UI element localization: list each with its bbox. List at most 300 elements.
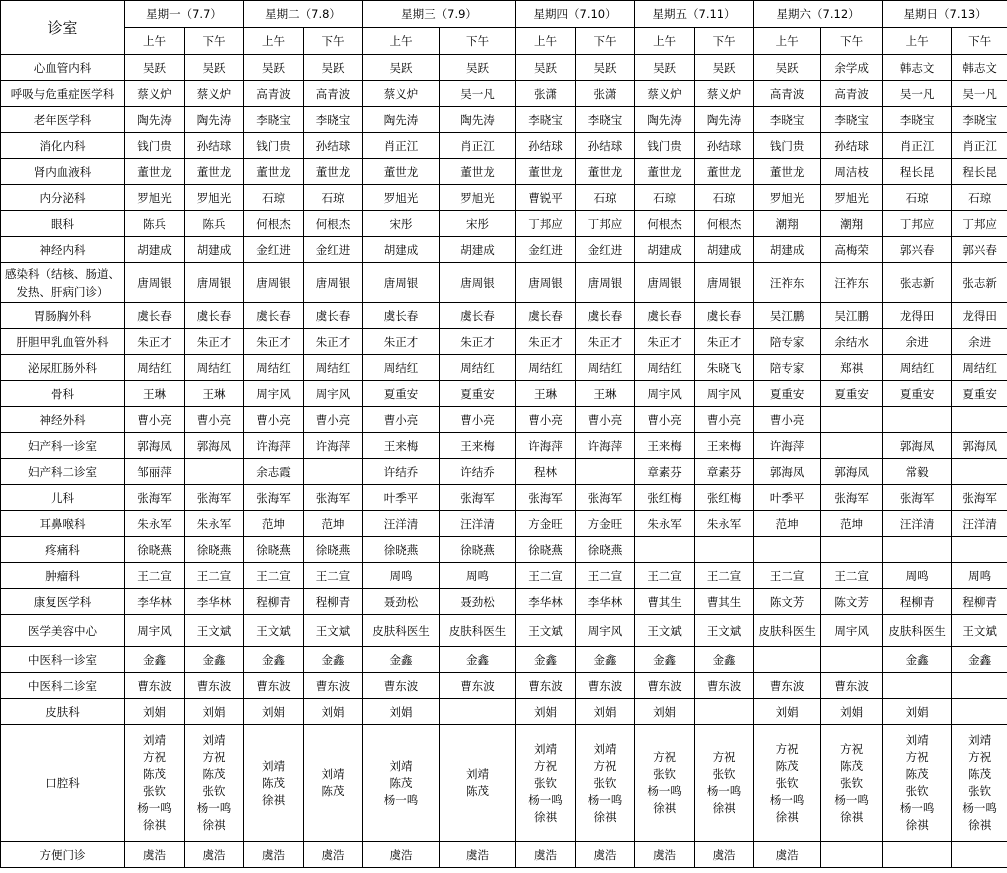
table-row xyxy=(1,433,1007,459)
doctor-cell: 程柳青 xyxy=(952,589,1007,615)
doctor-cell: 石琼 xyxy=(304,185,363,211)
doctor-cell: 虞浩 xyxy=(516,842,576,868)
doctor-cell: 郭海凤 xyxy=(952,433,1007,459)
doctor-cell: 王来梅 xyxy=(635,433,695,459)
doctor-cell: 刘娟 xyxy=(304,699,363,725)
doctor-cell: 金鑫 xyxy=(952,647,1007,673)
doctor-cell: 余学成 xyxy=(821,55,883,81)
doctor-cell: 曹锐平 xyxy=(516,185,576,211)
doctor-cell: 周宇风 xyxy=(125,615,185,647)
doctor-cell: 张海军 xyxy=(244,485,304,511)
department-name: 肿瘤科 xyxy=(1,563,125,589)
doctor-cell: 虞长春 xyxy=(125,303,185,329)
doctor-cell: 周宇风 xyxy=(304,381,363,407)
doctor-cell: 周结红 xyxy=(576,355,635,381)
table-row xyxy=(1,133,1007,159)
doctor-cell: 王二宣 xyxy=(125,563,185,589)
day-header-mon: 星期一（7.7） xyxy=(125,1,244,28)
doctor-cell: 董世龙 xyxy=(440,159,516,185)
doctor-cell: 曹小亮 xyxy=(185,407,244,433)
doctor-cell: 石琼 xyxy=(695,185,754,211)
doctor-cell: 余进 xyxy=(952,329,1007,355)
doctor-cell: 汪祚东 xyxy=(821,263,883,303)
doctor-cell: 皮肤科医生 xyxy=(440,615,516,647)
doctor-cell: 聂劲松 xyxy=(440,589,516,615)
doctor-cell: 叶季平 xyxy=(754,485,821,511)
doctor-cell: 胡建成 xyxy=(440,237,516,263)
doctor-cell: 曹其生 xyxy=(635,589,695,615)
doctor-cell: 吴跃 xyxy=(363,55,440,81)
doctor-cell: 钱门贵 xyxy=(754,133,821,159)
day-header-wed: 星期三（7.9） xyxy=(363,1,516,28)
halfday-header-tue-pm: 下午 xyxy=(304,28,363,55)
halfday-header-sat-am: 上午 xyxy=(754,28,821,55)
doctor-cell: 高梅荣 xyxy=(821,237,883,263)
doctor-cell: 金红进 xyxy=(576,237,635,263)
doctor-cell: 孙结球 xyxy=(821,133,883,159)
doctor-cell: 石琼 xyxy=(952,185,1007,211)
doctor-cell: 董世龙 xyxy=(185,159,244,185)
doctor-cell: 李华林 xyxy=(185,589,244,615)
doctor-cell: 刘靖 方祝 陈茂 张钦 杨一鸣 徐祺 xyxy=(125,725,185,842)
doctor-cell: 章素芬 xyxy=(635,459,695,485)
doctor-cell: 罗旭光 xyxy=(754,185,821,211)
doctor-cell: 刘娟 xyxy=(244,699,304,725)
doctor-cell: 周鸣 xyxy=(883,563,952,589)
table-row xyxy=(1,329,1007,355)
doctor-cell: 金鑫 xyxy=(304,647,363,673)
doctor-cell: 吴江鹏 xyxy=(821,303,883,329)
doctor-cell: 丁邦应 xyxy=(516,211,576,237)
doctor-cell: 徐晓燕 xyxy=(304,537,363,563)
department-name: 肝胆甲乳血管外科 xyxy=(1,329,125,355)
department-name: 骨科 xyxy=(1,381,125,407)
doctor-cell: 虞长春 xyxy=(695,303,754,329)
department-name: 心血管内科 xyxy=(1,55,125,81)
doctor-cell: 唐周银 xyxy=(516,263,576,303)
doctor-cell: 范坤 xyxy=(304,511,363,537)
department-name: 神经内科 xyxy=(1,237,125,263)
doctor-cell: 韩志文 xyxy=(883,55,952,81)
table-row xyxy=(1,485,1007,511)
doctor-cell xyxy=(821,647,883,673)
doctor-cell: 胡建成 xyxy=(754,237,821,263)
doctor-cell: 胡建成 xyxy=(363,237,440,263)
doctor-cell: 方祝 张钦 杨一鸣 徐祺 xyxy=(695,725,754,842)
doctor-cell: 唐周银 xyxy=(185,263,244,303)
doctor-cell: 曹小亮 xyxy=(363,407,440,433)
doctor-cell: 丁邦应 xyxy=(576,211,635,237)
doctor-cell xyxy=(695,537,754,563)
table-row xyxy=(1,107,1007,133)
halfday-header-wed-am: 上午 xyxy=(363,28,440,55)
doctor-cell: 曹小亮 xyxy=(304,407,363,433)
doctor-cell: 陪专家 xyxy=(754,329,821,355)
doctor-cell: 李晓宝 xyxy=(244,107,304,133)
table-row xyxy=(1,511,1007,537)
doctor-cell: 虞浩 xyxy=(695,842,754,868)
doctor-cell: 金鑫 xyxy=(440,647,516,673)
doctor-cell: 潮翔 xyxy=(754,211,821,237)
doctor-cell: 张海军 xyxy=(304,485,363,511)
table-row xyxy=(1,699,1007,725)
doctor-cell: 王二宣 xyxy=(516,563,576,589)
table-row xyxy=(1,55,1007,81)
doctor-cell: 宋彤 xyxy=(440,211,516,237)
doctor-cell: 王文斌 xyxy=(516,615,576,647)
doctor-cell: 陶先涛 xyxy=(363,107,440,133)
doctor-cell: 刘娟 xyxy=(185,699,244,725)
doctor-cell: 夏重安 xyxy=(363,381,440,407)
doctor-cell: 周宇风 xyxy=(821,615,883,647)
doctor-cell: 肖正江 xyxy=(952,133,1007,159)
doctor-cell: 孙结球 xyxy=(695,133,754,159)
doctor-cell: 王二宣 xyxy=(821,563,883,589)
doctor-cell: 陶先涛 xyxy=(125,107,185,133)
doctor-cell: 程柳青 xyxy=(883,589,952,615)
day-header-thu: 星期四（7.10） xyxy=(516,1,635,28)
doctor-cell: 张海军 xyxy=(185,485,244,511)
doctor-cell: 虞长春 xyxy=(635,303,695,329)
doctor-cell: 王文斌 xyxy=(695,615,754,647)
doctor-cell: 何根杰 xyxy=(244,211,304,237)
halfday-header-sun-pm: 下午 xyxy=(952,28,1007,55)
doctor-cell: 虞长春 xyxy=(304,303,363,329)
doctor-cell: 王文斌 xyxy=(244,615,304,647)
department-name: 神经外科 xyxy=(1,407,125,433)
doctor-cell: 金鑫 xyxy=(635,647,695,673)
doctor-cell: 刘靖 方祝 张钦 杨一鸣 徐祺 xyxy=(576,725,635,842)
doctor-cell: 陶先涛 xyxy=(440,107,516,133)
department-name: 消化内科 xyxy=(1,133,125,159)
doctor-cell: 罗旭光 xyxy=(821,185,883,211)
doctor-cell xyxy=(883,842,952,868)
doctor-cell: 吴跃 xyxy=(754,55,821,81)
doctor-cell: 曹其生 xyxy=(695,589,754,615)
doctor-cell: 曹小亮 xyxy=(695,407,754,433)
halfday-header-fri-am: 上午 xyxy=(635,28,695,55)
doctor-cell: 周结红 xyxy=(952,355,1007,381)
table-row xyxy=(1,407,1007,433)
doctor-cell: 吴跃 xyxy=(440,55,516,81)
doctor-cell: 韩志文 xyxy=(952,55,1007,81)
doctor-cell: 张海军 xyxy=(576,485,635,511)
doctor-cell: 方金旺 xyxy=(576,511,635,537)
doctor-cell: 董世龙 xyxy=(516,159,576,185)
doctor-cell: 常毅 xyxy=(883,459,952,485)
doctor-cell: 陪专家 xyxy=(754,355,821,381)
doctor-cell: 曹小亮 xyxy=(516,407,576,433)
doctor-cell: 曹东波 xyxy=(363,673,440,699)
table-row xyxy=(1,263,1007,303)
doctor-cell xyxy=(821,433,883,459)
doctor-cell: 曹小亮 xyxy=(754,407,821,433)
doctor-cell: 范坤 xyxy=(244,511,304,537)
doctor-cell: 孙结球 xyxy=(185,133,244,159)
doctor-cell: 蔡义炉 xyxy=(363,81,440,107)
doctor-cell xyxy=(695,699,754,725)
doctor-cell: 李晓宝 xyxy=(883,107,952,133)
halfday-header-thu-pm: 下午 xyxy=(576,28,635,55)
doctor-cell: 高青波 xyxy=(244,81,304,107)
doctor-cell: 刘靖 陈茂 xyxy=(304,725,363,842)
department-name: 呼吸与危重症医学科 xyxy=(1,81,125,107)
doctor-cell: 余志霞 xyxy=(244,459,304,485)
doctor-cell: 李晓宝 xyxy=(952,107,1007,133)
halfday-header-tue-am: 上午 xyxy=(244,28,304,55)
doctor-cell: 吴跃 xyxy=(576,55,635,81)
doctor-cell: 曹东波 xyxy=(440,673,516,699)
doctor-cell: 周结红 xyxy=(125,355,185,381)
doctor-cell: 王琳 xyxy=(185,381,244,407)
doctor-cell xyxy=(576,459,635,485)
doctor-cell: 高青波 xyxy=(304,81,363,107)
doctor-cell: 曹小亮 xyxy=(244,407,304,433)
doctor-cell: 郑祺 xyxy=(821,355,883,381)
halfday-header-sun-am: 上午 xyxy=(883,28,952,55)
doctor-cell: 董世龙 xyxy=(125,159,185,185)
table-row xyxy=(1,459,1007,485)
doctor-cell xyxy=(883,537,952,563)
doctor-cell: 周鸣 xyxy=(440,563,516,589)
doctor-cell: 曹东波 xyxy=(185,673,244,699)
doctor-cell: 李晓宝 xyxy=(576,107,635,133)
doctor-cell: 郭海凤 xyxy=(821,459,883,485)
doctor-cell: 潮翔 xyxy=(821,211,883,237)
doctor-cell: 朱永军 xyxy=(125,511,185,537)
table-row xyxy=(1,237,1007,263)
doctor-cell: 朱正才 xyxy=(304,329,363,355)
doctor-cell: 孙结球 xyxy=(576,133,635,159)
day-header-sun: 星期日（7.13） xyxy=(883,1,1007,28)
doctor-cell: 周结红 xyxy=(185,355,244,381)
doctor-cell: 夏重安 xyxy=(440,381,516,407)
doctor-cell: 孙结球 xyxy=(516,133,576,159)
doctor-cell: 唐周银 xyxy=(363,263,440,303)
doctor-cell: 董世龙 xyxy=(754,159,821,185)
doctor-cell: 虞浩 xyxy=(754,842,821,868)
doctor-cell: 曹小亮 xyxy=(635,407,695,433)
doctor-cell: 吴跃 xyxy=(516,55,576,81)
doctor-cell: 郭海凤 xyxy=(883,433,952,459)
department-name: 肾内血液科 xyxy=(1,159,125,185)
doctor-cell: 夏重安 xyxy=(754,381,821,407)
doctor-cell: 胡建成 xyxy=(125,237,185,263)
doctor-cell: 蔡义炉 xyxy=(635,81,695,107)
doctor-cell: 郭海凤 xyxy=(754,459,821,485)
doctor-cell: 许海萍 xyxy=(754,433,821,459)
doctor-cell: 肖正江 xyxy=(883,133,952,159)
doctor-cell: 刘靖 方祝 陈茂 张钦 杨一鸣 徐祺 xyxy=(883,725,952,842)
doctor-cell: 肖正江 xyxy=(440,133,516,159)
doctor-cell: 吴跃 xyxy=(244,55,304,81)
doctor-cell: 刘靖 陈茂 徐祺 xyxy=(244,725,304,842)
doctor-cell: 蔡义炉 xyxy=(125,81,185,107)
department-name: 儿科 xyxy=(1,485,125,511)
doctor-cell: 董世龙 xyxy=(695,159,754,185)
doctor-cell: 朱永军 xyxy=(695,511,754,537)
doctor-cell: 方祝 陈茂 张钦 杨一鸣 徐祺 xyxy=(821,725,883,842)
doctor-cell xyxy=(952,537,1007,563)
doctor-cell: 王来梅 xyxy=(695,433,754,459)
doctor-cell: 何根杰 xyxy=(304,211,363,237)
doctor-cell: 李华林 xyxy=(516,589,576,615)
doctor-cell: 李晓宝 xyxy=(304,107,363,133)
department-name: 口腔科 xyxy=(1,725,125,842)
doctor-cell: 邹丽萍 xyxy=(125,459,185,485)
doctor-cell: 朱永军 xyxy=(635,511,695,537)
doctor-cell: 方祝 张钦 杨一鸣 徐祺 xyxy=(635,725,695,842)
doctor-cell: 孙结球 xyxy=(304,133,363,159)
doctor-cell: 石琼 xyxy=(883,185,952,211)
department-name: 中医科二诊室 xyxy=(1,673,125,699)
halfday-header-wed-pm: 下午 xyxy=(440,28,516,55)
department-name: 中医科一诊室 xyxy=(1,647,125,673)
doctor-cell: 胡建成 xyxy=(635,237,695,263)
doctor-cell: 周结红 xyxy=(883,355,952,381)
doctor-cell: 朱正才 xyxy=(576,329,635,355)
doctor-cell: 曹东波 xyxy=(695,673,754,699)
doctor-cell: 王文斌 xyxy=(304,615,363,647)
doctor-cell: 朱正才 xyxy=(635,329,695,355)
doctor-cell xyxy=(952,407,1007,433)
doctor-cell: 程柳青 xyxy=(244,589,304,615)
doctor-cell: 王琳 xyxy=(125,381,185,407)
doctor-cell: 许结乔 xyxy=(363,459,440,485)
doctor-cell: 范坤 xyxy=(821,511,883,537)
doctor-cell: 罗旭光 xyxy=(440,185,516,211)
doctor-cell xyxy=(304,459,363,485)
doctor-cell: 王文斌 xyxy=(635,615,695,647)
doctor-cell: 朱正才 xyxy=(440,329,516,355)
doctor-cell: 周结红 xyxy=(635,355,695,381)
doctor-cell: 刘娟 xyxy=(635,699,695,725)
table-row xyxy=(1,842,1007,868)
doctor-cell: 王二宣 xyxy=(185,563,244,589)
department-name: 眼科 xyxy=(1,211,125,237)
doctor-cell: 金红进 xyxy=(304,237,363,263)
doctor-cell xyxy=(440,699,516,725)
table-row xyxy=(1,647,1007,673)
doctor-cell: 朱正才 xyxy=(516,329,576,355)
doctor-cell: 程长昆 xyxy=(952,159,1007,185)
doctor-cell xyxy=(952,459,1007,485)
doctor-cell: 程林 xyxy=(516,459,576,485)
doctor-cell: 王文斌 xyxy=(185,615,244,647)
doctor-cell: 皮肤科医生 xyxy=(754,615,821,647)
doctor-cell: 曹小亮 xyxy=(125,407,185,433)
corner-header: 诊室 xyxy=(1,1,125,55)
doctor-cell: 丁邦应 xyxy=(952,211,1007,237)
doctor-cell: 金红进 xyxy=(516,237,576,263)
doctor-cell: 董世龙 xyxy=(576,159,635,185)
doctor-cell: 徐晓燕 xyxy=(185,537,244,563)
doctor-cell: 徐晓燕 xyxy=(516,537,576,563)
doctor-cell: 吴一凡 xyxy=(952,81,1007,107)
doctor-cell: 程柳青 xyxy=(304,589,363,615)
doctor-cell: 陈文芳 xyxy=(821,589,883,615)
doctor-cell: 郭兴春 xyxy=(952,237,1007,263)
doctor-cell: 石琼 xyxy=(635,185,695,211)
doctor-cell: 刘娟 xyxy=(883,699,952,725)
doctor-cell: 徐晓燕 xyxy=(363,537,440,563)
table-row xyxy=(1,381,1007,407)
doctor-cell xyxy=(821,842,883,868)
halfday-header-mon-am: 上午 xyxy=(125,28,185,55)
doctor-cell: 陈兵 xyxy=(185,211,244,237)
doctor-cell: 余结水 xyxy=(821,329,883,355)
doctor-cell: 吴跃 xyxy=(635,55,695,81)
doctor-cell: 朱正才 xyxy=(695,329,754,355)
doctor-cell xyxy=(754,537,821,563)
doctor-cell: 胡建成 xyxy=(695,237,754,263)
doctor-cell: 程长昆 xyxy=(883,159,952,185)
doctor-cell: 许结乔 xyxy=(440,459,516,485)
doctor-cell: 刘娟 xyxy=(363,699,440,725)
doctor-cell: 汪洋清 xyxy=(363,511,440,537)
doctor-cell: 朱永军 xyxy=(185,511,244,537)
doctor-cell: 聂劲松 xyxy=(363,589,440,615)
department-name: 泌尿肛肠外科 xyxy=(1,355,125,381)
doctor-cell: 虞浩 xyxy=(363,842,440,868)
doctor-cell: 王二宣 xyxy=(754,563,821,589)
doctor-cell: 徐晓燕 xyxy=(440,537,516,563)
doctor-cell: 陈兵 xyxy=(125,211,185,237)
doctor-cell xyxy=(952,842,1007,868)
doctor-cell: 宋彤 xyxy=(363,211,440,237)
department-name: 皮肤科 xyxy=(1,699,125,725)
halfday-header-fri-pm: 下午 xyxy=(695,28,754,55)
doctor-cell: 钱门贵 xyxy=(125,133,185,159)
doctor-cell xyxy=(635,537,695,563)
doctor-cell: 曹东波 xyxy=(125,673,185,699)
department-name: 内分泌科 xyxy=(1,185,125,211)
doctor-cell: 周鸣 xyxy=(363,563,440,589)
table-row xyxy=(1,673,1007,699)
department-name: 老年医学科 xyxy=(1,107,125,133)
doctor-cell: 刘娟 xyxy=(125,699,185,725)
doctor-cell: 王琳 xyxy=(576,381,635,407)
doctor-cell: 金鑫 xyxy=(125,647,185,673)
day-header-fri: 星期五（7.11） xyxy=(635,1,754,28)
doctor-cell: 唐周银 xyxy=(635,263,695,303)
doctor-cell: 曹东波 xyxy=(304,673,363,699)
doctor-cell: 刘靖 方祝 张钦 杨一鸣 徐祺 xyxy=(516,725,576,842)
doctor-cell: 许海萍 xyxy=(304,433,363,459)
doctor-cell: 曹小亮 xyxy=(576,407,635,433)
doctor-cell: 汪洋清 xyxy=(883,511,952,537)
doctor-cell: 吴跃 xyxy=(304,55,363,81)
doctor-cell: 徐晓燕 xyxy=(125,537,185,563)
doctor-cell: 张海军 xyxy=(125,485,185,511)
doctor-cell: 虞长春 xyxy=(440,303,516,329)
day-header-tue: 星期二（7.8） xyxy=(244,1,363,28)
doctor-cell: 张海军 xyxy=(516,485,576,511)
table-row xyxy=(1,563,1007,589)
doctor-cell xyxy=(952,673,1007,699)
doctor-cell: 董世龙 xyxy=(244,159,304,185)
doctor-cell: 陶先涛 xyxy=(695,107,754,133)
doctor-cell: 张红梅 xyxy=(635,485,695,511)
doctor-cell: 唐周银 xyxy=(244,263,304,303)
department-name: 康复医学科 xyxy=(1,589,125,615)
table-row xyxy=(1,303,1007,329)
doctor-cell: 王琳 xyxy=(516,381,576,407)
doctor-cell xyxy=(883,673,952,699)
doctor-cell: 许海萍 xyxy=(244,433,304,459)
doctor-cell: 王来梅 xyxy=(440,433,516,459)
table-row xyxy=(1,615,1007,647)
